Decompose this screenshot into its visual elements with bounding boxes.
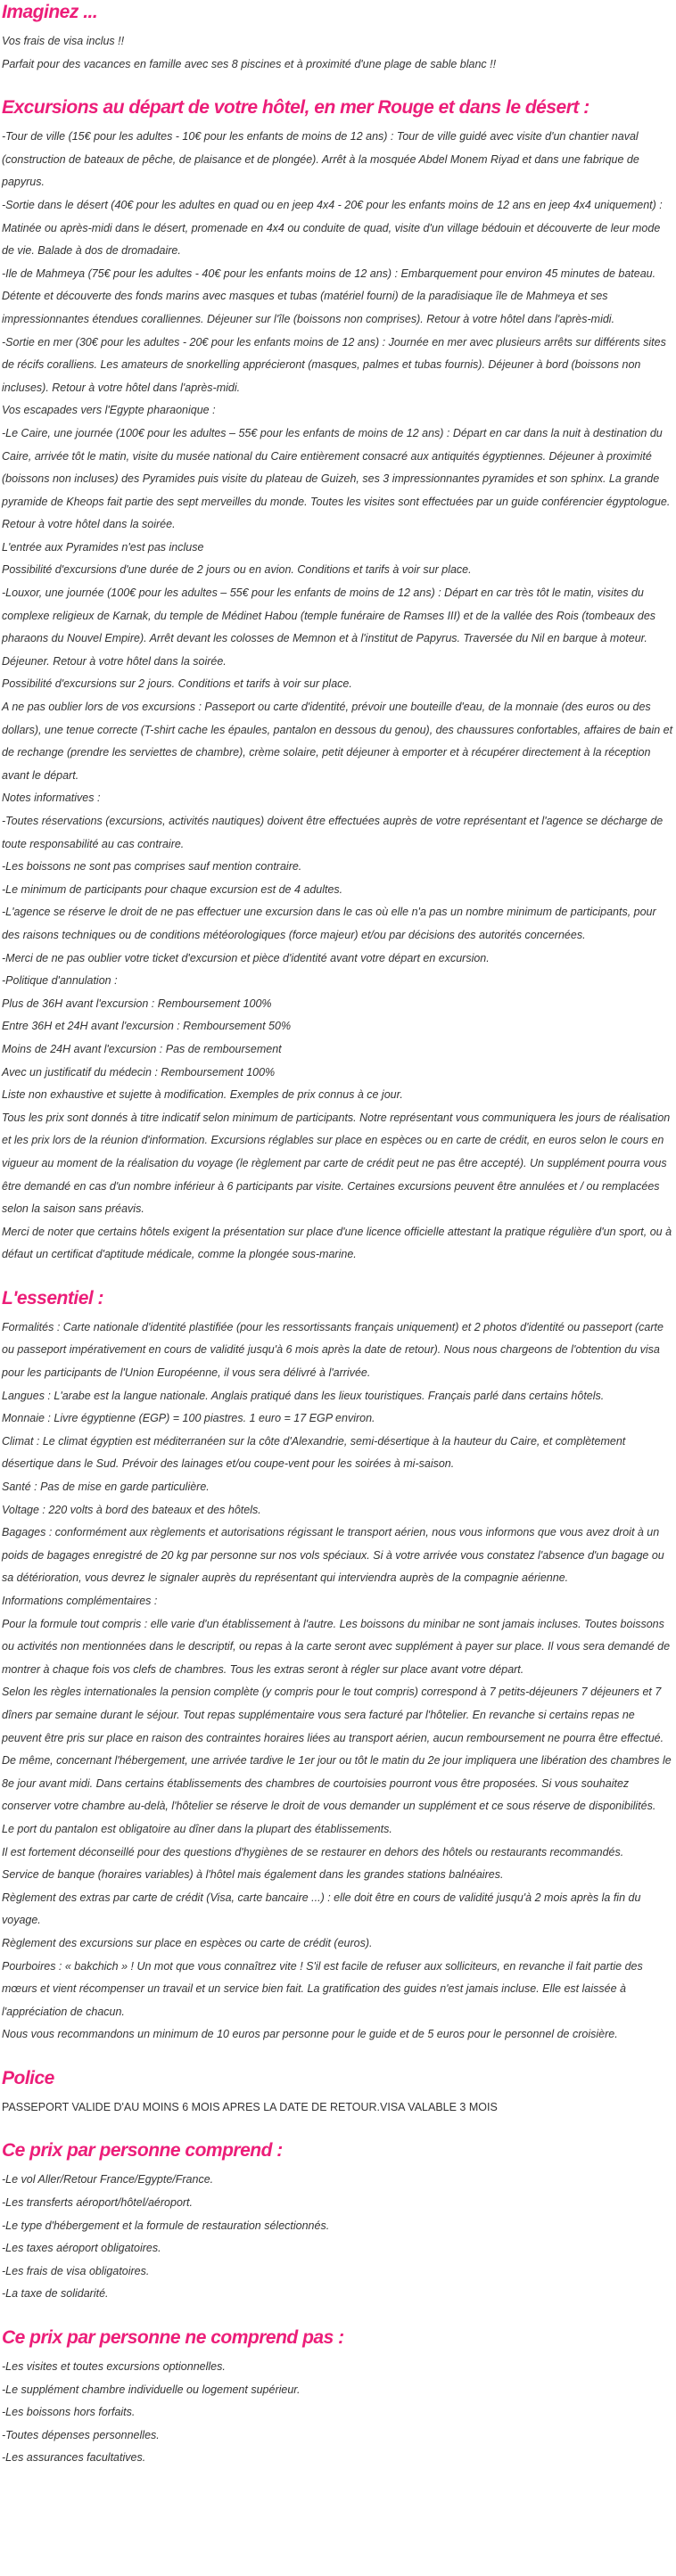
text-line: Règlement des extras par carte de crédit (Visa, carte bancaire ...) : elle doit être en cours de validité jusqu'à 2 mois après la fin du voyage. [2, 1891, 641, 1927]
text-line: -La taxe de solidarité. [2, 2287, 109, 2301]
text-line: -Le type d'hébergement et la formule de restauration sélectionnés. [2, 2219, 330, 2232]
text-line: -Les frais de visa obligatoires. [2, 2264, 150, 2277]
text-line: Il est fortement déconseillé pour des questions d'hygiènes de se restaurer en dehors des hôtels ou restaurants recommandés. [2, 1845, 624, 1858]
section-title-essentiel: L'essentiel : [2, 1287, 104, 1309]
section-imaginez [2, 0, 674, 76]
lines-prix-comprend [2, 2169, 674, 2306]
text-line: -Toutes dépenses personnelles. [2, 2428, 160, 2441]
text-line: Service de banque (horaires variables) à l'hôtel mais également dans les grandes stations balnéaires. [2, 1868, 504, 1882]
text-line: Voltage : 220 volts à bord des bateaux et des hôtels. [2, 1503, 261, 1516]
text-line: Le port du pantalon est obligatoire au dîner dans la plupart des établissements. [2, 1822, 392, 1835]
text-line: Santé : Pas de mise en garde particulière. [2, 1481, 210, 1494]
text-line: Liste non exhaustive et sujette à modification. Exemples de prix connus à ce jour. [2, 1088, 403, 1102]
text-line: -Le minimum de participants pour chaque excursion est de 4 adultes. [2, 882, 343, 896]
text-line: -Tour de ville (15€ pour les adultes - 10€ pour les enfants de moins de 12 ans) : Tour de ville guidé avec visite d'un chantier naval (construction de bateaux de pêche, de plaisance et de plongée). Arrêt à la mosquée Abdel Monem Riyad et dans une fabrique de papyrus. [2, 130, 639, 189]
text-line: Nous vous recommandons un minimum de 10 euros par personne pour le guide et de 5 euros pour le personnel de croisière. [2, 2028, 618, 2041]
section-title-prix-comprend: Ce prix par personne comprend : [2, 2140, 283, 2162]
lines-excursions [2, 126, 674, 1267]
text-line: Bagages : conformément aux règlements et autorisations régissant le transport aérien, nous vous informons que vous avez droit à un poids de bagages enregistré de 20 kg par personne sur nos vols spéciaux. Si à votre arrivée vous constatez l'absence d'un bagage ou sa détérioration, vous devrez le signaler auprès du représentant qui interviendra auprès de la compagnie aérienne. [2, 1526, 664, 1585]
text-line: Vos frais de visa inclus !! [2, 35, 125, 47]
lines-essentiel [2, 1317, 674, 2047]
text-line: -Les transferts aéroport/hôtel/aéroport. [2, 2196, 194, 2210]
text-line: Pour la formule tout compris : elle varie d'un établissement à l'autre. Les boissons du minibar ne sont jamais incluses. Toutes boissons ou activités non mentionnées dans le descriptif, ou repas à la carte seront avec supplément à payer sur place. Il vous sera demandé de montrer à chaque fois vos clefs de chambres. Tous les extras seront à régler sur place avant votre départ. [2, 1617, 671, 1676]
text-line: Informations complémentaires : [2, 1595, 158, 1607]
text-line: Tous les prix sont donnés à titre indicatif selon minimum de participants. Notre représentant vous communiquera les jours de réalisation et les prix lors de la réunion d'information. Excursions réglables sur place en espèces ou en carte de crédit, en euros selon le cours en vigueur au moment de la réalisation du voyage (le règlement par carte de crédit peut ne pas être accepté). Un supplément pourra vous être demandé en cas d'un nombre inférieur à 6 participants par visite. Certaines excursions peuvent être annulées et / ou remplacées selon la saison sans préavis. [2, 1111, 671, 1216]
text-line: Avec un justificatif du médecin : Remboursement 100% [2, 1065, 276, 1079]
text-line: Possibilité d'excursions sur 2 jours. Conditions et tarifs à voir sur place. [2, 677, 352, 691]
text-line: Monnaie : Livre égyptienne (EGP) = 100 piastres. 1 euro = 17 EGP environ. [2, 1412, 375, 1425]
section-excursions [2, 95, 674, 1267]
text-line: -Ile de Mahmeya (75€ pour les adultes - 40€ pour les enfants moins de 12 ans) : Embarquement pour environ 45 minutes de bateau. Détente et découverte des fonds marins avec masques et tubas (matériel fourni) de la paradisiaque île de Mahmeya et ses impressionnantes étendues coralliennes. Déjeuner sur l'île (boissons non comprises). Retour à votre hôtel dans l'après-midi. [2, 267, 656, 325]
text-line: -Les assurances facultatives. [2, 2451, 146, 2465]
text-line: Merci de noter que certains hôtels exigent la présentation sur place d'une licence officielle attestant la pratique régulière d'un sport, ou à défaut un certificat d'aptitude médicale, comme la plongée sous-marine. [2, 1225, 672, 1261]
text-line: -Politique d'annulation : [2, 974, 118, 988]
text-line: De même, concernant l'hébergement, une arrivée tardive le 1er jour ou tôt le matin du 2e jour impliquera une libération des chambres le 8e jour avant midi. Dans certains établissements des chambres de courtoisies pourront vous être proposées. Si vous souhaitez conserver votre chambre au-delà, l'hôtelier se réserve le droit de vous demander un supplément et ce sous réserve de disponibilités. [2, 1754, 672, 1813]
text-line: Vos escapades vers l'Egypte pharaonique : [2, 404, 216, 417]
text-line: PASSEPORT VALIDE D'AU MOINS 6 MOIS APRES LA DATE DE RETOUR.VISA VALABLE 3 MOIS [2, 2100, 498, 2113]
section-title-excursions: Excursions au départ de votre hôtel, en mer Rouge et dans le désert : [2, 97, 589, 119]
text-line: Formalités : Carte nationale d'identité plastifiée (pour les ressortissants français uniquement) et 2 photos d'identité ou passeport (carte ou passeport impérativement en cours de validité jusqu'à 6 mois après la date de retour). Nous nous chargeons de l'obtention du visa pour les participants de l'Union Européenne, il vous sera délivré à l'arrivée. [2, 1320, 664, 1380]
text-line: Plus de 36H avant l'excursion : Remboursement 100% [2, 997, 272, 1010]
text-line: Notes informatives : [2, 792, 101, 805]
section-title-imaginez: Imaginez ... [2, 2, 98, 22]
text-line: -Sortie dans le désert (40€ pour les adultes en quad ou en jeep 4x4 - 20€ pour les enfants moins de 12 ans en jeep 4x4 uniquement) : Matinée ou après-midi dans le désert, promenade en 4x4 ou conduite de quad, visite d'un village bédouin et découverte de leur mode de vie. Balade à dos de dromadaire. [2, 198, 663, 258]
text-line: Pourboires : « bakchich » ! Un mot que vous connaîtrez vite ! S'il est facile de refuser aux solliciteurs, en revanche il fait partie des mœurs et vient récompenser un travail et un service bien fait. La gratification des guides n'est jamais incluse. Elle est laissée à l'appréciation de chacun. [2, 1959, 643, 2018]
section-prix-ne-comprend-pas [2, 2326, 674, 2470]
section-title-police: Police [2, 2067, 54, 2088]
text-line: -Les visites et toutes excursions optionnelles. [2, 2360, 226, 2374]
text-line: Selon les règles internationales la pension complète (y compris pour le tout compris) correspond à 7 petits-déjeuners 7 déjeuners et 7 dîners par semaine durant le séjour. Tout repas supplémentaire vous sera facturé par l'hôtelier. En revanche si certains repas ne peuvent être pris sur place en raison des contraintes horaires liées au transport aérien, aucun remboursement ne pourra être effectué. [2, 1686, 664, 1744]
text-line: -L'agence se réserve le droit de ne pas effectuer une excursion dans le cas où elle n'a pas un nombre minimum de participants, pour des raisons techniques ou de conditions météorologiques (force majeur) et/ou par décisions des autorités concernées. [2, 906, 656, 941]
text-line: -Merci de ne pas oublier votre ticket d'excursion et pièce d'identité avant votre départ en excursion. [2, 951, 490, 964]
text-line: -Le vol Aller/Retour France/Egypte/France. [2, 2173, 214, 2186]
text-line: -Toutes réservations (excursions, activités nautiques) doivent être effectuées auprès de votre représentant et l'agence se décharge de toute responsabilité au cas contraire. [2, 815, 664, 850]
text-line: -Les boissons ne sont pas comprises sauf mention contraire. [2, 860, 302, 874]
text-line: -Les boissons hors forfaits. [2, 2406, 136, 2419]
text-line: Règlement des excursions sur place en espèces ou carte de crédit (euros). [2, 1936, 373, 1949]
text-line: Possibilité d'excursions d'une durée de 2 jours ou en avion. Conditions et tarifs à voir sur place. [2, 563, 472, 577]
text-line: Parfait pour des vacances en famille avec ses 8 piscines et à proximité d'une plage de sable blanc !! [2, 57, 497, 70]
text-line: -Le Caire, une journée (100€ pour les adultes – 55€ pour les enfants de moins de 12 ans) : Départ en car dans la nuit à destination du Caire, arrivée tôt le matin, visite du musée national du Caire entièrement consacré aux antiquités égyptiennes. Déjeuner à proximité (boissons non incluses) des Pyramides puis visite du plateau de Guizeh, ses 3 impressionnantes pyramides et son sphinx. La grande pyramide de Kheops fait partie des sept merveilles du monde. Toutes les visites sont effectuées par un guide conférencier égyptologue. Retour à votre hôtel dans la soirée. [2, 426, 671, 531]
text-line: Entre 36H et 24H avant l'excursion : Remboursement 50% [2, 1020, 292, 1033]
text-line: -Le supplément chambre individuelle ou logement supérieur. [2, 2383, 301, 2396]
text-line: -Sortie en mer (30€ pour les adultes - 20€ pour les enfants moins de 12 ans) : Journée en mer avec plusieurs arrêts sur différents sites de récifs coralliens. Les amateurs de snorkelling apprécieront (masques, palmes et tubas fournis). Déjeuner à bord (boissons non incluses). Retour à votre hôtel dans l'après-midi. [2, 335, 666, 394]
section-prix-comprend [2, 2138, 674, 2306]
section-police [2, 2066, 674, 2120]
lines-police [2, 2096, 674, 2120]
text-line: Langues : L'arabe est la langue nationale. Anglais pratiqué dans les lieux touristiques. Français parlé dans certains hôtels. [2, 1389, 605, 1402]
text-line: Climat : Le climat égyptien est méditerranéen sur la côte d'Alexandrie, semi-désertique à la hauteur du Caire, et complètement désertique dans le Sud. Prévoir des lainages et/ou coupe-vent pour les soirées à mi-saison. [2, 1434, 626, 1471]
lines-imaginez [2, 30, 674, 76]
lines-prix-ne-comprend-pas [2, 2356, 674, 2470]
section-essentiel [2, 1286, 674, 2047]
section-title-prix-ne-comprend-pas: Ce prix par personne ne comprend pas : [2, 2327, 344, 2349]
text-line: -Louxor, une journée (100€ pour les adultes – 55€ pour les enfants de moins de 12 ans) : Départ en car très tôt le matin, visites du complexe religieux de Karnak, du temple de Médinet Habou (temple funéraire de Ramses III) et de la vallée des Rois (tombeaux des pharaons du Nouvel Empire). Arrêt devant les colosses de Memnon et à l'institut de Papyrus. Traversée du Nil en barque à moteur. Déjeuner. Retour à votre hôtel dans la soirée. [2, 587, 656, 668]
text-line: L'entrée aux Pyramides n'est pas incluse [2, 540, 204, 554]
text-line: A ne pas oublier lors de vos excursions : Passeport ou carte d'identité, prévoir une bouteille d'eau, de la monnaie (des euros ou des dollars), une tenue correcte (T-shirt cache les épaules, pantalon en dessous du genou), des chaussures confortables, affaires de bain et de rechange (prendre les serviettes de chambre), crème solaire, petit déjeuner à emporter et à récupérer directement à la réception avant le départ. [2, 701, 673, 782]
text-line: Moins de 24H avant l'excursion : Pas de remboursement [2, 1042, 282, 1055]
text-line: -Les taxes aéroport obligatoires. [2, 2242, 161, 2255]
